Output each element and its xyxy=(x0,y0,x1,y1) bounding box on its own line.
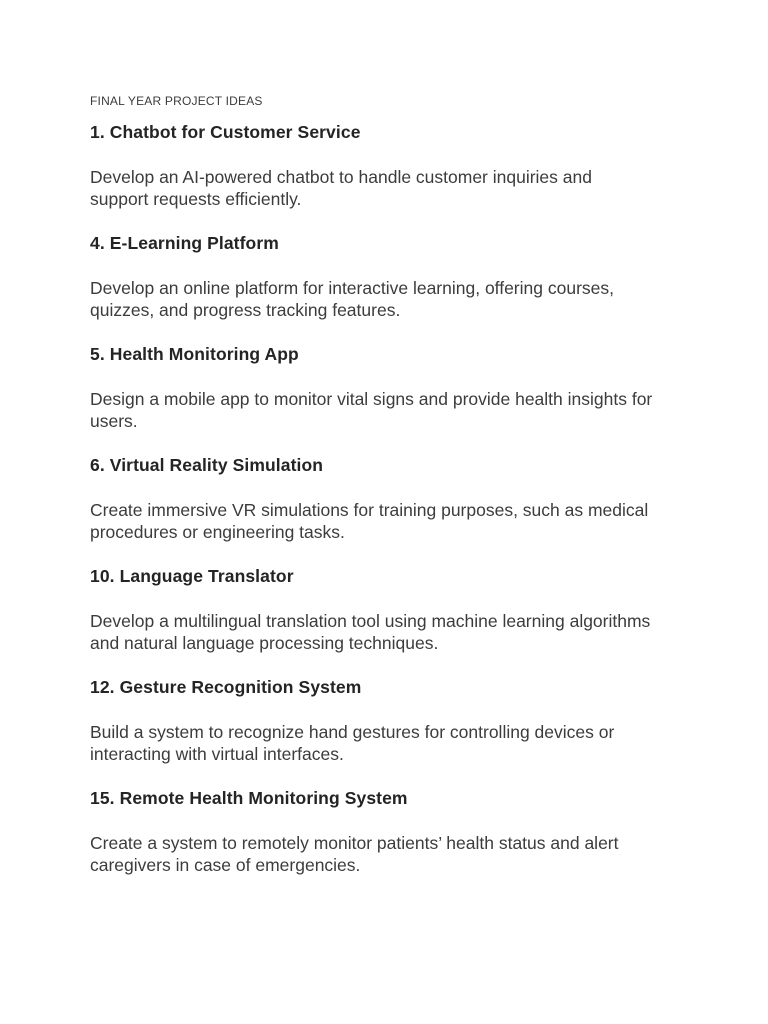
description-line: and natural language processing techniques. xyxy=(90,633,439,653)
description-line: caregivers in case of emergencies. xyxy=(90,855,361,875)
project-section-remote-health xyxy=(90,787,682,876)
description-line: procedures or engineering tasks. xyxy=(90,522,345,542)
description-line: Create a system to remotely monitor patients’ health status and alert xyxy=(90,833,619,853)
description-line: users. xyxy=(90,411,138,431)
project-section-elearning xyxy=(90,232,682,321)
project-description xyxy=(90,388,682,432)
description-line: Develop an AI-powered chatbot to handle customer inquiries and xyxy=(90,167,592,187)
project-title: 12. Gesture Recognition System xyxy=(90,677,362,697)
project-title: 6. Virtual Reality Simulation xyxy=(90,455,324,475)
description-line: Develop a multilingual translation tool using machine learning algorithms xyxy=(90,611,651,631)
project-description xyxy=(90,832,682,876)
project-section-health-app xyxy=(90,343,682,432)
project-description xyxy=(90,166,682,210)
description-line: Build a system to recognize hand gestures for controlling devices or xyxy=(90,722,615,742)
project-description xyxy=(90,277,682,321)
description-line: Develop an online platform for interactive learning, offering courses, xyxy=(90,278,614,298)
project-section-vr-simulation xyxy=(90,454,682,543)
project-title: 1. Chatbot for Customer Service xyxy=(90,122,361,142)
description-line: Design a mobile app to monitor vital signs and provide health insights for xyxy=(90,389,653,409)
project-title: 4. E-Learning Platform xyxy=(90,233,279,253)
description-line: support requests efficiently. xyxy=(90,189,302,209)
project-section-gesture-recognition xyxy=(90,676,682,765)
document-header: FINAL YEAR PROJECT IDEAS xyxy=(90,94,263,108)
description-line: interacting with virtual interfaces. xyxy=(90,744,344,764)
project-section-chatbot xyxy=(90,121,682,210)
description-line: Create immersive VR simulations for training purposes, such as medical xyxy=(90,500,649,520)
project-description xyxy=(90,721,682,765)
project-section-language-translator xyxy=(90,565,682,654)
project-title: 5. Health Monitoring App xyxy=(90,344,299,364)
project-title: 10. Language Translator xyxy=(90,566,294,586)
project-description xyxy=(90,610,682,654)
description-line: quizzes, and progress tracking features. xyxy=(90,300,401,320)
project-title: 15. Remote Health Monitoring System xyxy=(90,788,408,808)
project-description xyxy=(90,499,682,543)
